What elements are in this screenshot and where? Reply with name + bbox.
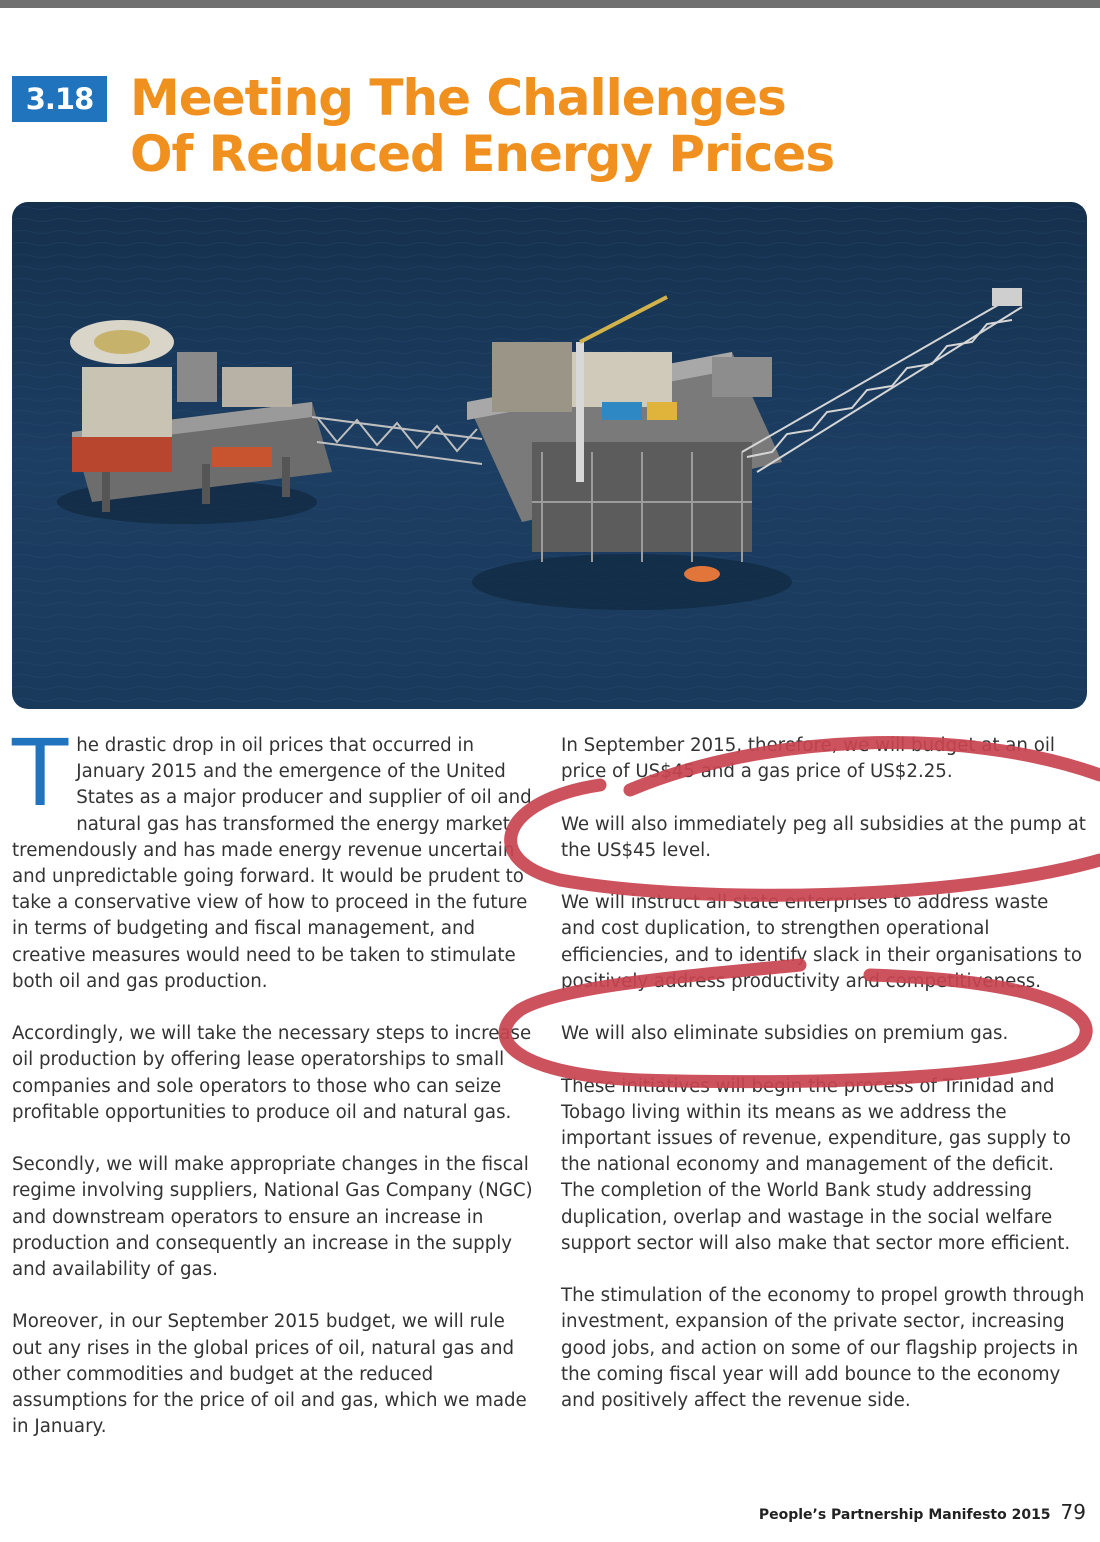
top-bar: [0, 0, 1100, 8]
paragraph-premium-gas: We will also eliminate subsidies on premium gas.: [561, 1023, 1009, 1045]
paragraph-state-enterprises: We will instruct all state enterprises to address waste and cost duplication, to strengthen operational efficiencies, and to identify slack in their organisations to positively address productivity and competitiveness.: [561, 892, 1083, 992]
publication-name: People’s Partnership Manifesto 2015: [758, 1507, 1051, 1523]
page-number: 79: [1060, 1500, 1086, 1524]
paragraph-intro: [12, 720, 537, 995]
section-title-line-2: Of Reduced Energy Prices: [130, 125, 835, 183]
section-number-badge: 3.18: [12, 76, 107, 122]
paragraph-oil-production: Accordingly, we will take the necessary steps to increase oil production by offering lease operatorships to small companies and sole operators to those who can seize profitable opportunities to produce oil and natural gas.: [12, 1023, 532, 1123]
section-title: [130, 70, 1030, 182]
paragraph-intro-text: he drastic drop in oil prices that occurred in January 2015 and the emergence of the United States as a major producer and supplier of oil and natural gas has transformed the energy market tremendously and has made energy revenue uncertain and unpredictable going forward. It would be prudent to take a conservative view of how to proceed in the future in terms of budgeting and fiscal management, and creative measures would need to be taken to stimulate both oil and gas production.: [12, 735, 532, 992]
section-title-line-1: Meeting The Challenges: [130, 69, 786, 127]
paragraph-budget-prices: In September 2015, therefore, we will budget at an oil price of US$45 and a gas price of US$2.25.: [561, 735, 1055, 783]
left-column: [12, 720, 537, 1440]
paragraph-stimulation: The stimulation of the economy to propel growth through investment, expansion of the private sector, increasing good jobs, and action on some of our flagship projects in the coming fiscal year will add bounce to the economy and positively affect the revenue side.: [561, 1285, 1085, 1411]
paragraph-fiscal-regime: Secondly, we will make appropriate changes in the fiscal regime involving suppliers, National Gas Company (NGC) and downstream operators to ensure an increase in production and consequently an increase in the supply and availability of gas.: [12, 1154, 533, 1281]
page-footer: [759, 1500, 1086, 1524]
paragraph-initiatives: These initiatives will begin the process of Trinidad and Tobago living within its means as we address the important issues of revenue, expenditure, gas supply to the national economy and management of the deficit. The completion of the World Bank study addressing duplication, overlap and wastage in the social welfare support sector will also make that sector more efficient.: [561, 1075, 1071, 1254]
right-column: [561, 733, 1086, 1414]
paragraph-budget-assumptions: Moreover, in our September 2015 budget, we will rule out any rises in the global prices of oil, natural gas and other commodities and budget at the reduced assumptions for the price of oil and gas, which we made in January.: [12, 1311, 527, 1438]
offshore-platform-photo: [12, 202, 1087, 709]
paragraph-peg-subsidies: We will also immediately peg all subsidies at the pump at the US$45 level.: [561, 813, 1086, 861]
drop-cap: T: [12, 720, 69, 827]
